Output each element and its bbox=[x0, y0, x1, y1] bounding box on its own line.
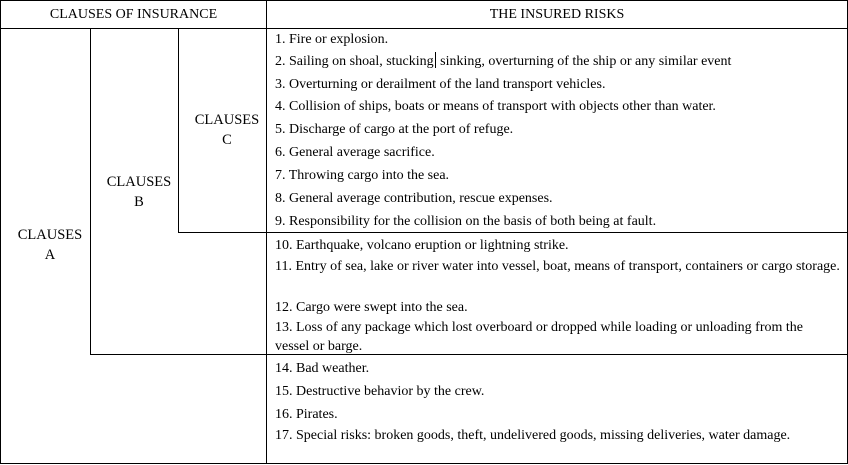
risk-item-13: 13. Loss of any package which lost overboard or dropped while loading or unloading from the vessel or barge. bbox=[275, 320, 803, 354]
text-cursor-icon bbox=[435, 52, 436, 68]
clauses-b-label bbox=[98, 172, 180, 212]
risk-item-10: 10. Earthquake, volcano eruption or lightning strike. bbox=[275, 238, 569, 253]
header-clauses-of-insurance: CLAUSES OF INSURANCE bbox=[49, 7, 218, 22]
clauses-c-label bbox=[186, 110, 268, 150]
clauses-b-label-line2: B bbox=[134, 194, 144, 210]
risk-item-6: 6. General average sacrifice. bbox=[275, 145, 435, 160]
clauses-b-label-line1: CLAUSES bbox=[106, 174, 172, 190]
risk-item-16: 16. Pirates. bbox=[275, 407, 338, 422]
clauses-c-bottom-border bbox=[178, 232, 848, 233]
header-insured-risks: THE INSURED RISKS bbox=[489, 7, 625, 22]
risk-item-12: 12. Cargo were swept into the sea. bbox=[275, 300, 468, 315]
risk-item-5: 5. Discharge of cargo at the port of refuge. bbox=[275, 122, 514, 137]
risk-item-4: 4. Collision of ships, boats or means of transport with objects other than water. bbox=[275, 99, 716, 114]
risk-item-7: 7. Throwing cargo into the sea. bbox=[275, 168, 450, 183]
risk-item-2-head: 2. Sailing on shoal, stucking bbox=[275, 54, 434, 69]
risk-item-11: 11. Entry of sea, lake or river water into vessel, boat, means of transport, containers or cargo storage. bbox=[275, 259, 840, 274]
risk-item-9: 9. Responsibility for the collision on the basis of both being at fault. bbox=[275, 214, 657, 229]
risk-item-15: 15. Destructive behavior by the crew. bbox=[275, 384, 485, 399]
clauses-a-label bbox=[10, 225, 90, 265]
risk-item-2-tail: sinking, overturning of the ship or any similar event bbox=[436, 54, 732, 69]
risk-item-14: 14. Bad weather. bbox=[275, 361, 370, 376]
table-border-left bbox=[0, 0, 1, 464]
risk-item-1: 1. Fire or explosion. bbox=[275, 32, 389, 47]
risk-item-2 bbox=[275, 52, 840, 71]
clauses-c-label-line2: C bbox=[222, 132, 232, 148]
clauses-b-left-border bbox=[90, 28, 91, 355]
risk-item-8: 8. General average contribution, rescue expenses. bbox=[275, 191, 553, 206]
clauses-a-label-line2: A bbox=[44, 247, 56, 263]
table-border-bottom bbox=[0, 463, 848, 464]
clauses-c-label-line1: CLAUSES bbox=[194, 112, 260, 128]
clauses-a-label-line1: CLAUSES bbox=[17, 227, 83, 243]
risk-item-17: 17. Special risks: broken goods, theft, undelivered goods, missing deliveries, water damage. bbox=[275, 428, 791, 443]
risk-item-3: 3. Overturning or derailment of the land transport vehicles. bbox=[275, 77, 606, 92]
